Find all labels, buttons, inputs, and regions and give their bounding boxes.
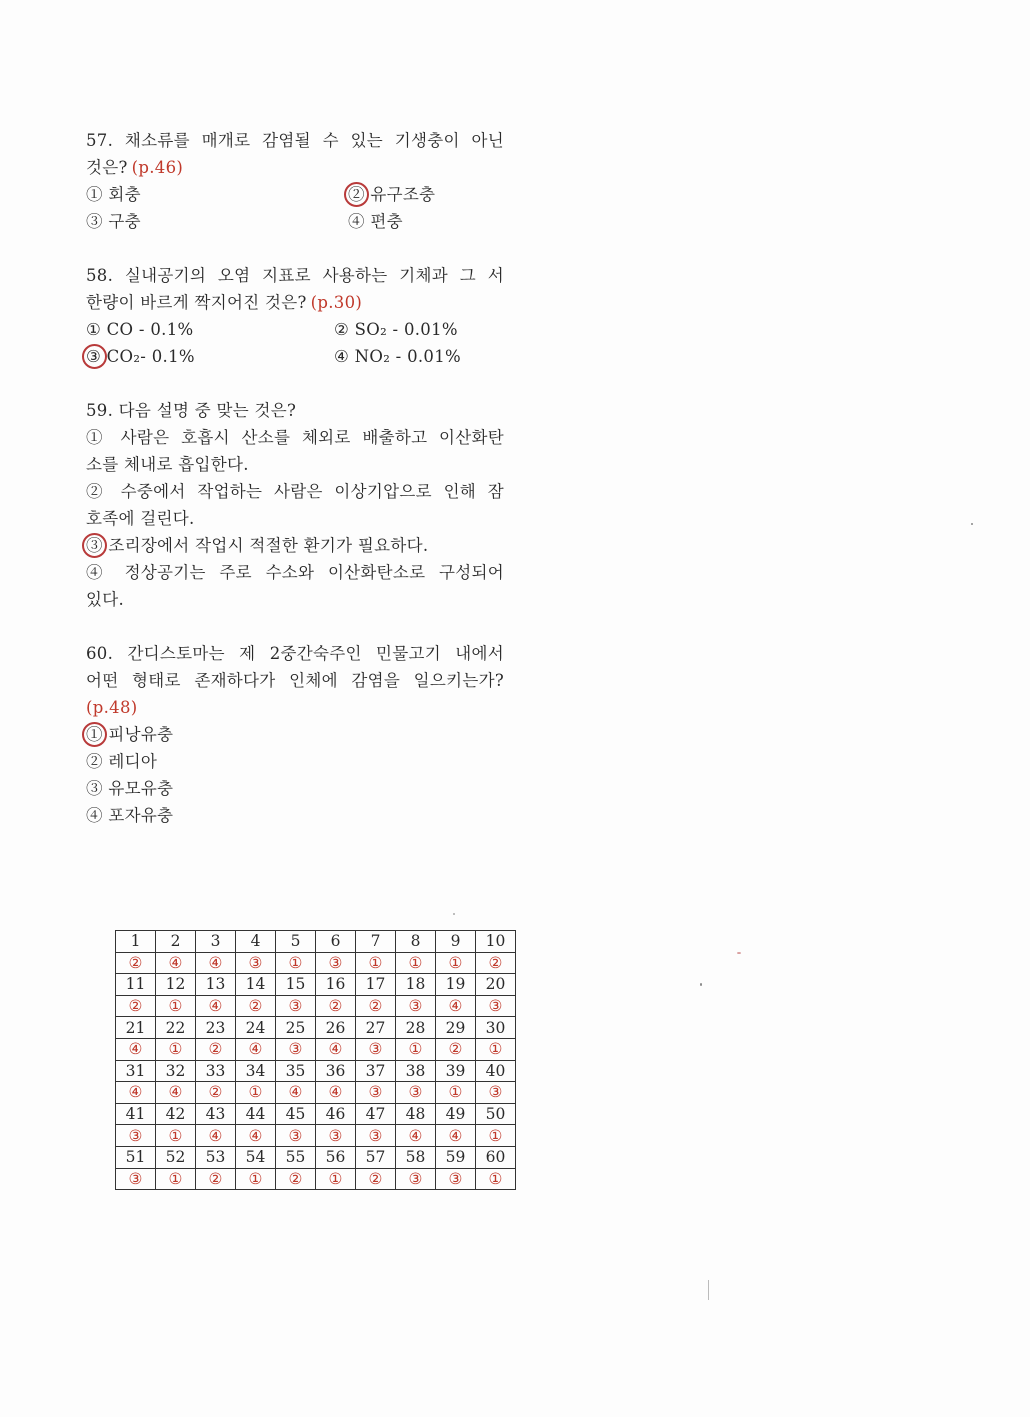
question-number-cell: 56 bbox=[316, 1146, 356, 1168]
number-row bbox=[116, 974, 516, 996]
answer-cell: ③ bbox=[316, 1125, 356, 1147]
answer-cell: ③ bbox=[356, 1038, 396, 1060]
question-number-cell: 25 bbox=[276, 1017, 316, 1039]
option-1: ① CO - 0.1% bbox=[86, 320, 194, 339]
number-row bbox=[116, 1017, 516, 1039]
answer-cell: ① bbox=[236, 1082, 276, 1104]
question-number-cell: 12 bbox=[156, 974, 196, 996]
answer-key-table bbox=[115, 930, 516, 1190]
question-number-cell: 21 bbox=[116, 1017, 156, 1039]
option-4: ④ 정상공기는 주로 수소와 이산화탄소로 구성되어 bbox=[86, 563, 504, 582]
question-number-cell: 15 bbox=[276, 974, 316, 996]
option-3-circled: ③ 조리장에서 작업시 적절한 환기가 필요하다. bbox=[86, 532, 428, 559]
answer-cell: ③ bbox=[396, 995, 436, 1017]
question-number-cell: 41 bbox=[116, 1103, 156, 1125]
answer-cell: ④ bbox=[196, 952, 236, 974]
question-number-cell: 26 bbox=[316, 1017, 356, 1039]
answer-cell: ④ bbox=[116, 1082, 156, 1104]
options-row bbox=[86, 181, 504, 208]
question-58-line2: 한량이 바르게 짝지어진 것은? (p.30) bbox=[86, 293, 363, 312]
question-57 bbox=[86, 127, 504, 235]
answer-cell: ④ bbox=[396, 1125, 436, 1147]
answer-cell: ③ bbox=[276, 1038, 316, 1060]
number-row bbox=[116, 931, 516, 953]
answer-cell: ④ bbox=[276, 1082, 316, 1104]
answer-cell: ① bbox=[356, 952, 396, 974]
question-number-cell: 47 bbox=[356, 1103, 396, 1125]
answer-cell: ④ bbox=[196, 995, 236, 1017]
question-number-cell: 2 bbox=[156, 931, 196, 953]
question-number-cell: 16 bbox=[316, 974, 356, 996]
option-3: ③ 유모유충 bbox=[86, 779, 174, 798]
answer-cell: ③ bbox=[356, 1125, 396, 1147]
number-row bbox=[116, 1146, 516, 1168]
page-reference: (p.30) bbox=[310, 293, 363, 312]
question-number-cell: 30 bbox=[476, 1017, 516, 1039]
answer-cell: ④ bbox=[436, 995, 476, 1017]
answer-cell: ① bbox=[276, 952, 316, 974]
option-1: ① 회충 bbox=[86, 185, 141, 204]
question-number-cell: 42 bbox=[156, 1103, 196, 1125]
answer-cell: ① bbox=[156, 1125, 196, 1147]
question-number-cell: 14 bbox=[236, 974, 276, 996]
option-4: ④ 편충 bbox=[348, 212, 403, 231]
answer-cell: ② bbox=[196, 1038, 236, 1060]
answer-cell: ① bbox=[396, 1038, 436, 1060]
question-number-cell: 39 bbox=[436, 1060, 476, 1082]
answer-cell: ④ bbox=[156, 1082, 196, 1104]
question-number-cell: 44 bbox=[236, 1103, 276, 1125]
question-number-cell: 18 bbox=[396, 974, 436, 996]
answer-row bbox=[116, 1125, 516, 1147]
question-number-cell: 11 bbox=[116, 974, 156, 996]
answer-cell: ④ bbox=[316, 1082, 356, 1104]
question-number-cell: 3 bbox=[196, 931, 236, 953]
answer-cell: ① bbox=[156, 1168, 196, 1190]
answer-cell: ③ bbox=[396, 1168, 436, 1190]
answer-cell: ② bbox=[316, 995, 356, 1017]
options-row bbox=[86, 208, 504, 235]
options-row bbox=[86, 316, 504, 343]
question-number-cell: 6 bbox=[316, 931, 356, 953]
question-number-cell: 29 bbox=[436, 1017, 476, 1039]
answer-cell: ② bbox=[116, 995, 156, 1017]
question-number-cell: 10 bbox=[476, 931, 516, 953]
answer-cell: ③ bbox=[236, 952, 276, 974]
question-number-cell: 22 bbox=[156, 1017, 196, 1039]
question-number-cell: 40 bbox=[476, 1060, 516, 1082]
option-1-cont: 소를 체내로 흡입한다. bbox=[86, 455, 249, 474]
question-number-cell: 31 bbox=[116, 1060, 156, 1082]
answer-cell: ③ bbox=[116, 1168, 156, 1190]
answer-cell: ② bbox=[276, 1168, 316, 1190]
answer-cell: ① bbox=[436, 1082, 476, 1104]
question-number-cell: 54 bbox=[236, 1146, 276, 1168]
answer-cell: ③ bbox=[316, 952, 356, 974]
question-60-text: 60. 간디스토마는 제 2중간숙주인 민물고기 내에서 bbox=[86, 644, 504, 663]
answer-cell: ① bbox=[156, 1038, 196, 1060]
scan-speck bbox=[971, 523, 973, 525]
question-58-text: 58. 실내공기의 오염 지표로 사용하는 기체과 그 서 bbox=[86, 266, 504, 285]
answer-cell: ② bbox=[356, 1168, 396, 1190]
question-number-cell: 36 bbox=[316, 1060, 356, 1082]
answer-cell: ③ bbox=[396, 1082, 436, 1104]
question-number-cell: 48 bbox=[396, 1103, 436, 1125]
question-number-cell: 20 bbox=[476, 974, 516, 996]
question-number-cell: 49 bbox=[436, 1103, 476, 1125]
question-number-cell: 51 bbox=[116, 1146, 156, 1168]
answer-cell: ③ bbox=[276, 1125, 316, 1147]
page-reference: (p.46) bbox=[131, 158, 184, 177]
question-number-cell: 1 bbox=[116, 931, 156, 953]
option-1-circled: ① 피낭유충 bbox=[86, 721, 173, 748]
answer-cell: ④ bbox=[236, 1038, 276, 1060]
option-2: ② 레디아 bbox=[86, 752, 158, 771]
scan-speck bbox=[708, 1280, 709, 1300]
answer-cell: ① bbox=[476, 1168, 516, 1190]
question-number-cell: 23 bbox=[196, 1017, 236, 1039]
question-number-cell: 45 bbox=[276, 1103, 316, 1125]
answer-row bbox=[116, 1168, 516, 1190]
number-row bbox=[116, 1103, 516, 1125]
option-4-cont: 있다. bbox=[86, 590, 125, 609]
answer-cell: ① bbox=[156, 995, 196, 1017]
number-row bbox=[116, 1060, 516, 1082]
question-number-cell: 53 bbox=[196, 1146, 236, 1168]
answer-row bbox=[116, 1038, 516, 1060]
answer-cell: ③ bbox=[476, 995, 516, 1017]
answer-cell: ② bbox=[116, 952, 156, 974]
option-2-cont: 호족에 걸린다. bbox=[86, 509, 195, 528]
scan-speck bbox=[453, 913, 455, 915]
question-59 bbox=[86, 397, 504, 613]
answer-cell: ① bbox=[316, 1168, 356, 1190]
answer-cell: ④ bbox=[236, 1125, 276, 1147]
answer-cell: ① bbox=[236, 1168, 276, 1190]
option-2-circled: ② 유구조충 bbox=[348, 181, 435, 208]
option-2: ② 수중에서 작업하는 사람은 이상기압으로 인해 잠 bbox=[86, 482, 504, 501]
answer-cell: ③ bbox=[356, 1082, 396, 1104]
answer-cell: ④ bbox=[436, 1125, 476, 1147]
answer-cell: ④ bbox=[196, 1125, 236, 1147]
answer-cell: ② bbox=[196, 1168, 236, 1190]
question-number-cell: 28 bbox=[396, 1017, 436, 1039]
answer-cell: ② bbox=[356, 995, 396, 1017]
question-number-cell: 5 bbox=[276, 931, 316, 953]
question-number-cell: 17 bbox=[356, 974, 396, 996]
question-number-cell: 57 bbox=[356, 1146, 396, 1168]
question-57-text: 57. 채소류를 매개로 감염될 수 있는 기생충이 아닌 bbox=[86, 131, 504, 150]
question-number-cell: 24 bbox=[236, 1017, 276, 1039]
question-number-cell: 8 bbox=[396, 931, 436, 953]
question-number-cell: 59 bbox=[436, 1146, 476, 1168]
option-2: ② SO₂ - 0.01% bbox=[334, 320, 458, 339]
question-60 bbox=[86, 640, 504, 829]
question-57-line2: 것은? (p.46) bbox=[86, 158, 184, 177]
question-number-cell: 9 bbox=[436, 931, 476, 953]
question-number-cell: 13 bbox=[196, 974, 236, 996]
question-number-cell: 27 bbox=[356, 1017, 396, 1039]
answer-cell: ① bbox=[476, 1038, 516, 1060]
option-1: ① 사람은 호흡시 산소를 체외로 배출하고 이산화탄 bbox=[86, 428, 504, 447]
option-3: ③ 구충 bbox=[86, 212, 141, 231]
question-number-cell: 43 bbox=[196, 1103, 236, 1125]
answer-cell: ② bbox=[436, 1038, 476, 1060]
answer-cell: ① bbox=[476, 1125, 516, 1147]
answer-row bbox=[116, 1082, 516, 1104]
question-number-cell: 60 bbox=[476, 1146, 516, 1168]
question-number-cell: 38 bbox=[396, 1060, 436, 1082]
question-60-line2: 어떤 형태로 존재하다가 인체에 감염을 일으키는가? bbox=[86, 671, 504, 690]
question-number-cell: 7 bbox=[356, 931, 396, 953]
question-number-cell: 4 bbox=[236, 931, 276, 953]
answer-cell: ③ bbox=[436, 1168, 476, 1190]
page-reference: (p.48) bbox=[86, 698, 138, 717]
scan-speck bbox=[737, 952, 741, 954]
question-number-cell: 34 bbox=[236, 1060, 276, 1082]
answer-cell: ② bbox=[476, 952, 516, 974]
question-number-cell: 32 bbox=[156, 1060, 196, 1082]
question-number-cell: 46 bbox=[316, 1103, 356, 1125]
answer-cell: ④ bbox=[156, 952, 196, 974]
answer-cell: ② bbox=[196, 1082, 236, 1104]
answer-row bbox=[116, 995, 516, 1017]
question-number-cell: 58 bbox=[396, 1146, 436, 1168]
question-number-cell: 50 bbox=[476, 1103, 516, 1125]
options-row bbox=[86, 343, 504, 370]
question-58 bbox=[86, 262, 504, 370]
question-number-cell: 52 bbox=[156, 1146, 196, 1168]
question-number-cell: 37 bbox=[356, 1060, 396, 1082]
option-4: ④ NO₂ - 0.01% bbox=[334, 347, 461, 366]
option-4: ④ 포자유충 bbox=[86, 806, 174, 825]
option-3-circled: ③ CO₂- 0.1% bbox=[86, 343, 195, 370]
answer-cell: ③ bbox=[276, 995, 316, 1017]
answer-cell: ① bbox=[396, 952, 436, 974]
answer-cell: ① bbox=[436, 952, 476, 974]
answer-cell: ② bbox=[236, 995, 276, 1017]
scan-speck bbox=[700, 983, 702, 986]
question-number-cell: 33 bbox=[196, 1060, 236, 1082]
answer-cell: ④ bbox=[316, 1038, 356, 1060]
question-number-cell: 19 bbox=[436, 974, 476, 996]
answer-cell: ③ bbox=[116, 1125, 156, 1147]
answer-cell: ④ bbox=[116, 1038, 156, 1060]
question-column bbox=[86, 127, 504, 829]
answer-cell: ③ bbox=[476, 1082, 516, 1104]
answer-row bbox=[116, 952, 516, 974]
question-number-cell: 35 bbox=[276, 1060, 316, 1082]
answer-key-body bbox=[116, 931, 516, 1190]
question-59-text: 59. 다음 설명 중 맞는 것은? bbox=[86, 401, 297, 420]
question-number-cell: 55 bbox=[276, 1146, 316, 1168]
